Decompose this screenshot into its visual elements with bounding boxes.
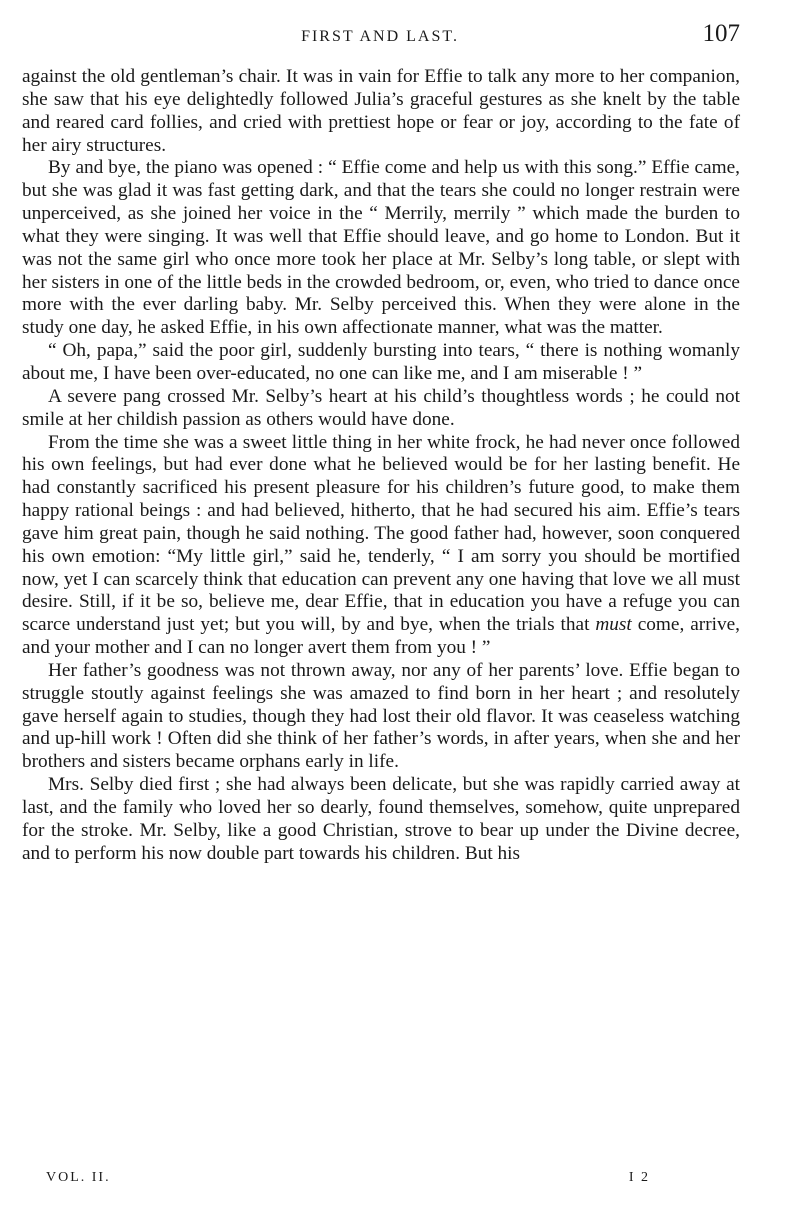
page-number: 107 [702, 20, 740, 47]
paragraph-text: From the time she was a sweet little thing in her white frock, he had never once followed his own feelings, but had ever done what he believed would be for her lasting benefit. He had constantly sacrificed his present pleasure for his children’s future good, to make them happy rational beings : and had believed, hitherto, that he had secured his aim. Effie’s tears gave him great pain, though he said nothing. The good father had, however, soon conquered his own emotion: “My little girl,” said he, tenderly, “ I am sorry you should be mortified now, yet I can scarcely think that education can prevent any one having that love we all must desire. Still, if it be so, believe me, dear Effie, that in education you have a refuge you can scarce understand just yet; but you will, by and bye, when the trials that [22, 431, 740, 636]
running-title: FIRST AND LAST. [301, 28, 459, 45]
signature-mark: I 2 [628, 1170, 650, 1185]
body-text [22, 66, 740, 866]
paragraph: Her father’s goodness was not thrown away, nor any of her parents’ love. Effie began to struggle stoutly against feelings she was amazed to find born in her heart ; and resolutely gave herself again to studies, though they had lost their old flavor. It was ceaseless watching and up-hill work ! Often did she think of her father’s words, in after years, when she and her brothers and sisters became orphans early in life. [22, 659, 740, 773]
running-header [20, 20, 740, 50]
paragraph: A severe pang crossed Mr. Selby’s heart at his child’s thoughtless words ; he could not smile at her childish passion as others would have done. [22, 385, 740, 430]
paragraph [22, 432, 740, 660]
paragraph: Mrs. Selby died first ; she had always been delicate, but she was rapidly carried away at last, and the family who loved her so dearly, found themselves, somehow, quite unprepared for the stroke. Mr. Selby, like a good Christian, strove to bear up under the Divine decree, and to perform his now double part towards his children. But his [22, 774, 740, 864]
paragraph-continued: against the old gentleman’s chair. It was in vain for Effie to talk any more to her companion, she saw that his eye delightedly followed Julia’s graceful gestures as she knelt by the table and reared card follies, and cried with prettiest hope or fear or joy, according to the fate of her airy structures. [22, 66, 740, 156]
emphasized-word: must [595, 614, 632, 636]
page-footer [22, 1170, 740, 1192]
volume-label: VOL. II. [46, 1170, 111, 1185]
paragraph: “ Oh, papa,” said the poor girl, suddenly bursting into tears, “ there is nothing womanly about me, I have been over-educated, no one can like me, and I am miserable ! ” [22, 340, 740, 384]
paragraph: By and bye, the piano was opened : “ Effie come and help us with this song.” Effie came, but she was glad it was fast getting dark, and that the tears she could no longer restrain were unperceived, as she joined her voice in the “ Merrily, merrily ” which made the burden to what they were singing. It was well that Effie should leave, and go home to London. But it was not the same girl who once more took her place at Mr. Selby’s long table, or slept with her sisters in one of the little beds in the crowded bedroom, or, even, who tried to dance once more with the ever darling baby. Mr. Selby perceived this. When they were alone in the study one day, he asked Effie, in his own affectionate manner, what was the matter. [22, 157, 740, 339]
paragraph-text: come, arrive, and your mother and I can no longer avert them from you ! ” [22, 614, 740, 659]
